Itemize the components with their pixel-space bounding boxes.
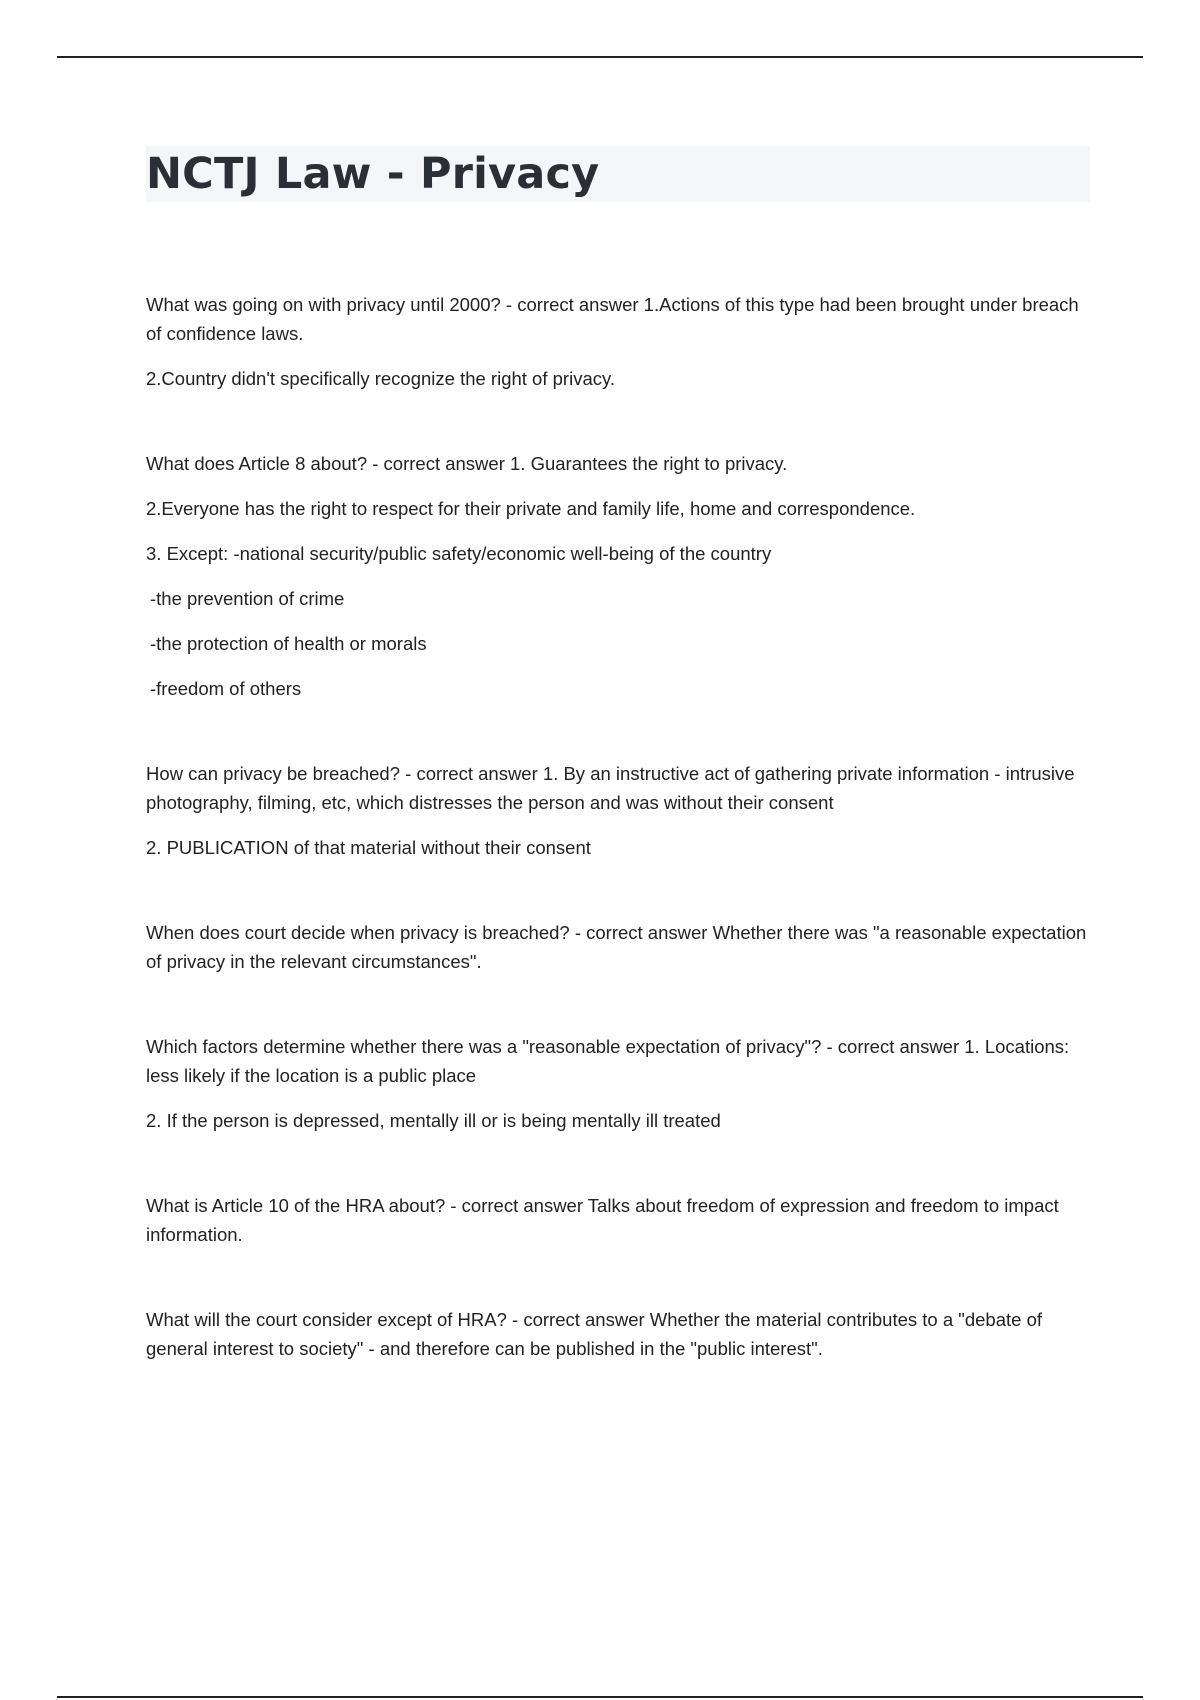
page-title: NCTJ Law - Privacy (146, 149, 600, 199)
qa-item (146, 1032, 1096, 1135)
bottom-rule (57, 1696, 1143, 1698)
top-rule (57, 56, 1143, 58)
qa-item (146, 290, 1096, 393)
qa-item (146, 1191, 1096, 1249)
qa-list (146, 290, 1096, 1419)
qa-item (146, 1305, 1096, 1363)
qa-answer-line: 2. PUBLICATION of that material without their consent (146, 837, 591, 858)
qa-answer-line: 3. Except: -national security/public safety/economic well-being of the country (146, 543, 772, 564)
qa-answer-line: 2.Everyone has the right to respect for their private and family life, home and correspondence. (146, 498, 916, 519)
qa-question-line: How can privacy be breached? - correct answer 1. By an instructive act of gathering private information - intrusive photography, filming, etc, which distresses the person and was without their consent (146, 763, 1075, 813)
qa-answer-line: 2.Country didn't specifically recognize the right of privacy. (146, 368, 615, 389)
qa-question-line: When does court decide when privacy is breached? - correct answer Whether there was "a reasonable expectation of privacy in the relevant circumstances". (146, 922, 1087, 972)
qa-answer-line: 2. If the person is depressed, mentally ill or is being mentally ill treated (146, 1110, 721, 1131)
qa-question-line: What does Article 8 about? - correct answer 1. Guarantees the right to privacy. (146, 453, 788, 474)
qa-question-line: Which factors determine whether there was a "reasonable expectation of privacy"? - correct answer 1. Locations: less likely if the location is a public place (146, 1036, 1070, 1086)
qa-answer-line: -the prevention of crime (150, 588, 345, 609)
qa-item (146, 759, 1096, 862)
qa-item (146, 449, 1096, 703)
qa-item (146, 918, 1096, 976)
qa-question-line: What will the court consider except of HRA? - correct answer Whether the material contributes to a "debate of general interest to society" - and therefore can be published in the "public interest". (146, 1309, 1043, 1359)
qa-answer-line: -freedom of others (150, 678, 302, 699)
qa-answer-line: -the protection of health or morals (150, 633, 427, 654)
qa-question-line: What is Article 10 of the HRA about? - correct answer Talks about freedom of expression and freedom to impact information. (146, 1195, 1059, 1245)
qa-question-line: What was going on with privacy until 2000? - correct answer 1.Actions of this type had been brought under breach of confidence laws. (146, 294, 1079, 344)
